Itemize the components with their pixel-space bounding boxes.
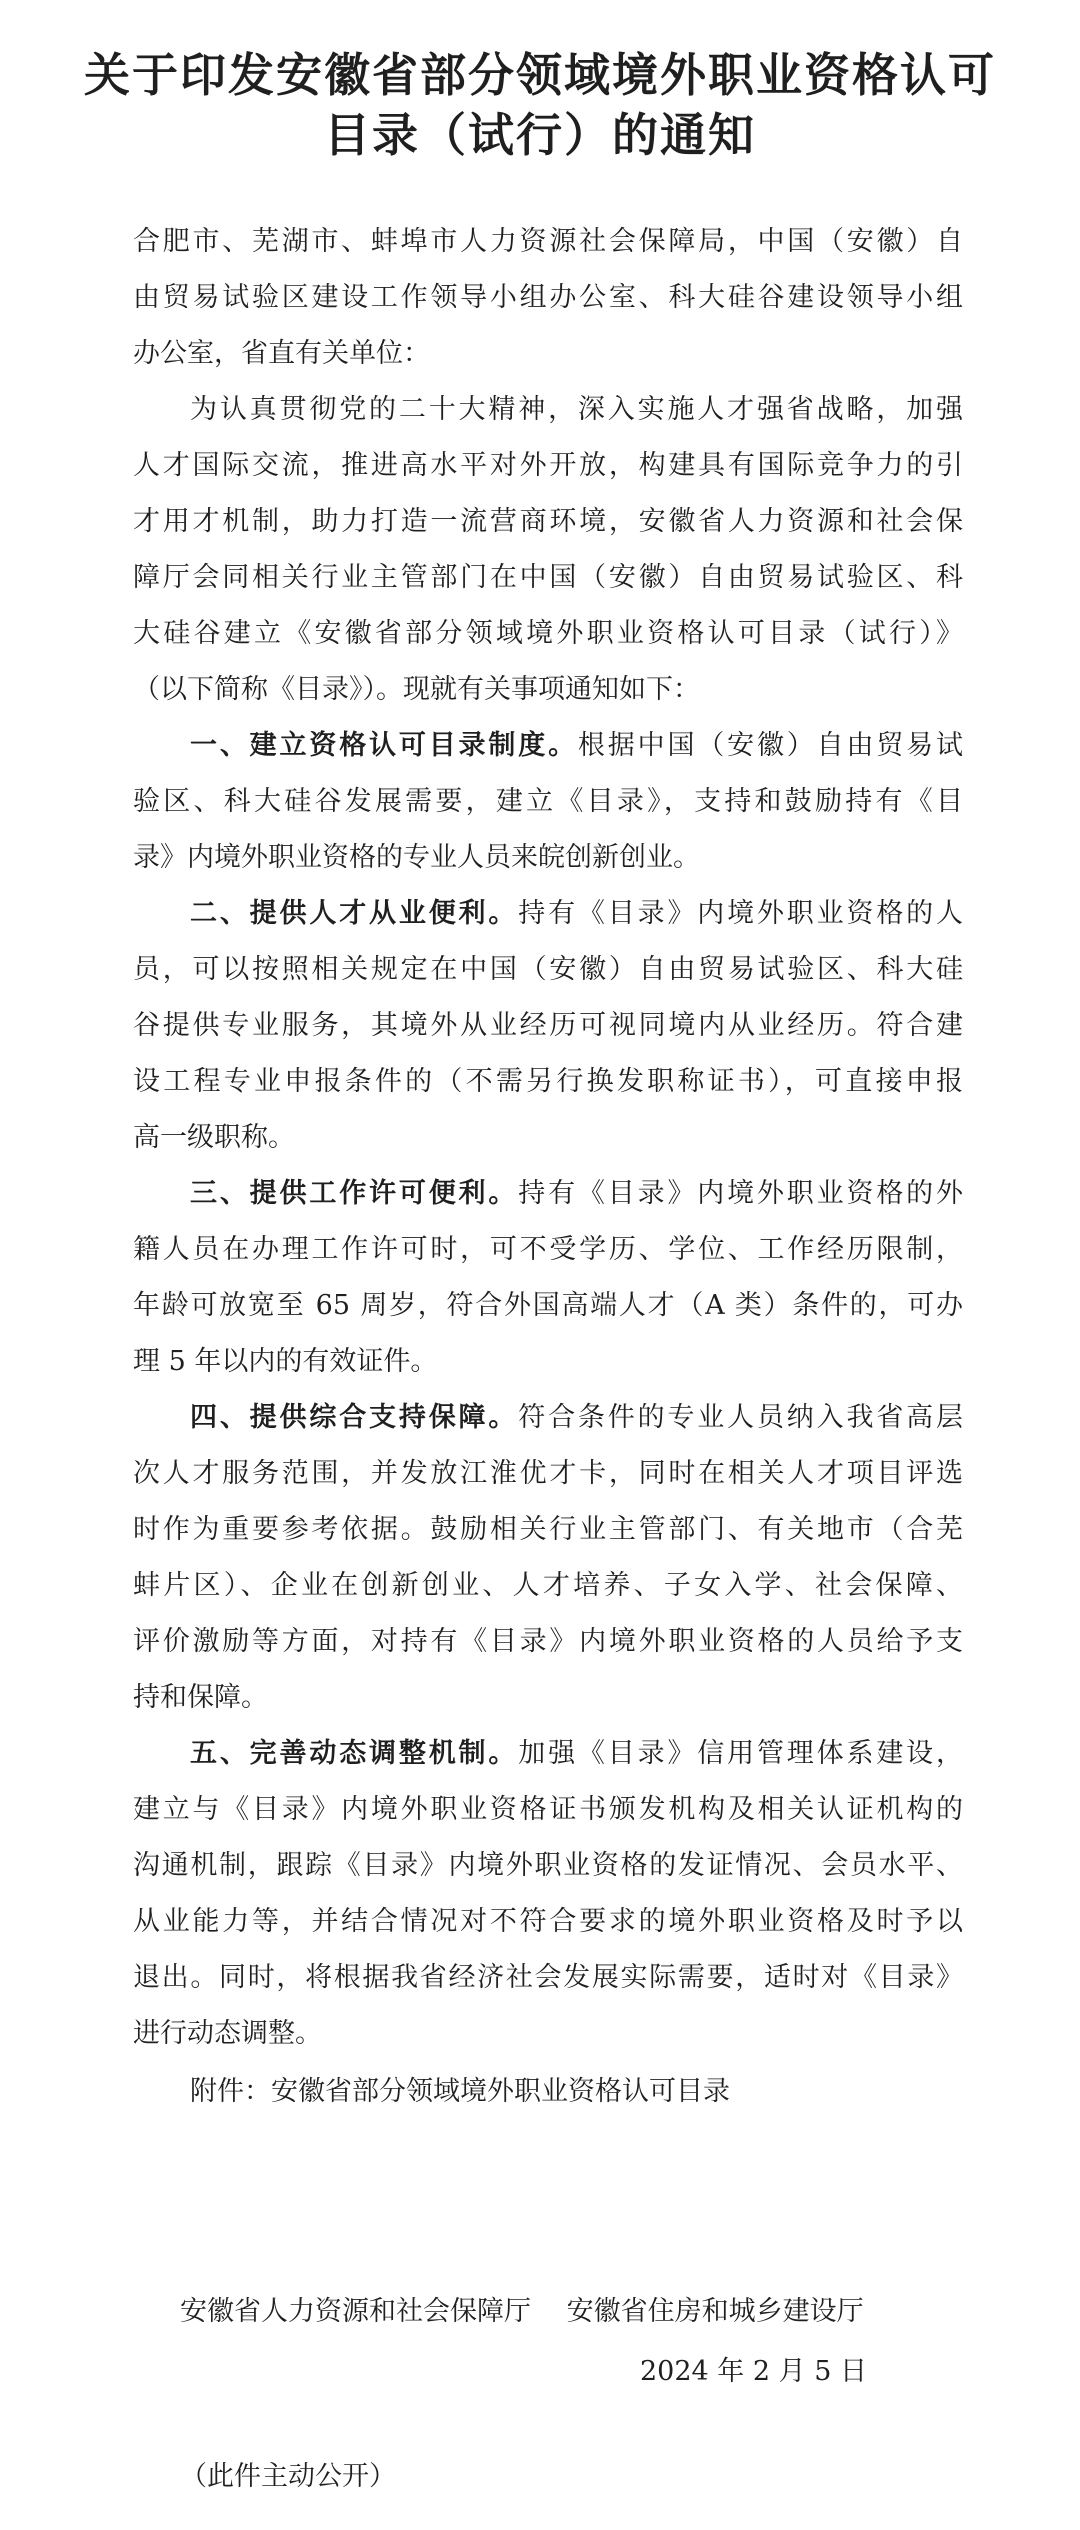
section-2-line: 员，可以按照相关规定在中国（安徽）自由贸易试验区、科大硅 (133, 954, 963, 985)
section-5-line: 从业能力等，并结合情况对不符合要求的境外职业资格及时予以 (133, 1906, 963, 1937)
intro-line: 障厅会同相关行业主管部门在中国（安徽）自由贸易试验区、科 (133, 562, 963, 593)
section-1-line: 验区、科大硅谷发展需要，建立《目录》，支持和鼓励持有《目 (133, 786, 963, 817)
section-4-line: 时作为重要参考依据。鼓励相关行业主管部门、有关地市（合芜 (133, 1514, 963, 1545)
section-3-line: 籍人员在办理工作许可时，可不受学历、学位、工作经历限制， (133, 1234, 963, 1265)
attachment-note: 附件：安徽省部分领域境外职业资格认可目录 (190, 2076, 730, 2107)
section-2-text: 持有《目录》内境外职业资格的人 (518, 898, 964, 929)
section-4-heading: 四、提供综合支持保障。 (190, 1402, 519, 1433)
section-1-text: 根据中国（安徽）自由贸易试 (577, 730, 964, 761)
intro-line: 才用才机制，助力打造一流营商环境，安徽省人力资源和社会保 (133, 506, 963, 537)
address-line: 合肥市、芜湖市、蚌埠市人力资源社会保障局，中国（安徽）自 (133, 226, 963, 257)
section-2-heading: 二、提供人才从业便利。 (190, 898, 519, 929)
issue-date: 2024 年 2 月 5 日 (640, 2356, 867, 2387)
section-1-heading: 一、建立资格认可目录制度。 (190, 730, 578, 761)
section-5-line: 退出。同时，将根据我省经济社会发展实际需要，适时对《目录》 (133, 1962, 963, 1993)
section-3-line: 年龄可放宽至 65 周岁，符合外国高端人才（A 类）条件的，可办 (133, 1290, 963, 1321)
section-4-text: 符合条件的专业人员纳入我省高层 (518, 1402, 964, 1433)
section-5-text: 加强《目录》信用管理体系建设， (518, 1738, 964, 1769)
section-2-line: 谷提供专业服务，其境外从业经历可视同境内从业经历。符合建 (133, 1010, 963, 1041)
section-5-line: 沟通机制，跟踪《目录》内境外职业资格的发证情况、会员水平、 (133, 1850, 963, 1881)
section-4-line: 持和保障。 (133, 1682, 268, 1713)
section-5-first-line (190, 1732, 963, 1776)
section-2-line: 高一级职称。 (133, 1122, 295, 1153)
address-line: 由贸易试验区建设工作领导小组办公室、科大硅谷建设领导小组 (133, 282, 963, 313)
intro-line: （以下简称《目录》）。现就有关事项通知如下： (133, 674, 700, 705)
section-4-first-line (190, 1396, 963, 1440)
intro-line: 人才国际交流，推进高水平对外开放，构建具有国际竞争力的引 (133, 450, 963, 481)
intro-line: 为认真贯彻党的二十大精神，深入实施人才强省战略，加强 (190, 394, 963, 425)
section-5-line: 进行动态调整。 (133, 2018, 322, 2049)
address-line: 办公室，省直有关单位： (133, 338, 430, 369)
section-3-heading: 三、提供工作许可便利。 (190, 1178, 519, 1209)
section-1-line: 录》内境外职业资格的专业人员来皖创新创业。 (133, 842, 700, 873)
issuing-authorities: 安徽省人力资源和社会保障厅 安徽省住房和城乡建设厅 (180, 2296, 864, 2327)
document-title-line-1: 关于印发安徽省部分领域境外职业资格认可 (84, 48, 996, 102)
document-title-line-2: 目录（试行）的通知 (324, 108, 756, 162)
section-3-line: 理 5 年以内的有效证件。 (133, 1346, 438, 1377)
intro-line: 大硅谷建立《安徽省部分领域境外职业资格认可目录（试行）》 (133, 618, 963, 649)
section-1-first-line (190, 724, 963, 768)
section-2-first-line (190, 892, 963, 936)
section-3-first-line (190, 1172, 963, 1216)
section-5-line: 建立与《目录》内境外职业资格证书颁发机构及相关认证机构的 (133, 1794, 963, 1825)
section-4-line: 次人才服务范围，并发放江淮优才卡，同时在相关人才项目评选 (133, 1458, 963, 1489)
section-4-line: 评价激励等方面，对持有《目录》内境外职业资格的人员给予支 (133, 1626, 963, 1657)
section-5-heading: 五、完善动态调整机制。 (190, 1738, 519, 1769)
section-4-line: 蚌片区）、企业在创新创业、人才培养、子女入学、社会保障、 (133, 1570, 963, 1601)
section-3-text: 持有《目录》内境外职业资格的外 (518, 1178, 964, 1209)
section-2-line: 设工程专业申报条件的（不需另行换发职称证书），可直接申报 (133, 1066, 963, 1097)
disclosure-note: （此件主动公开） (180, 2461, 396, 2492)
